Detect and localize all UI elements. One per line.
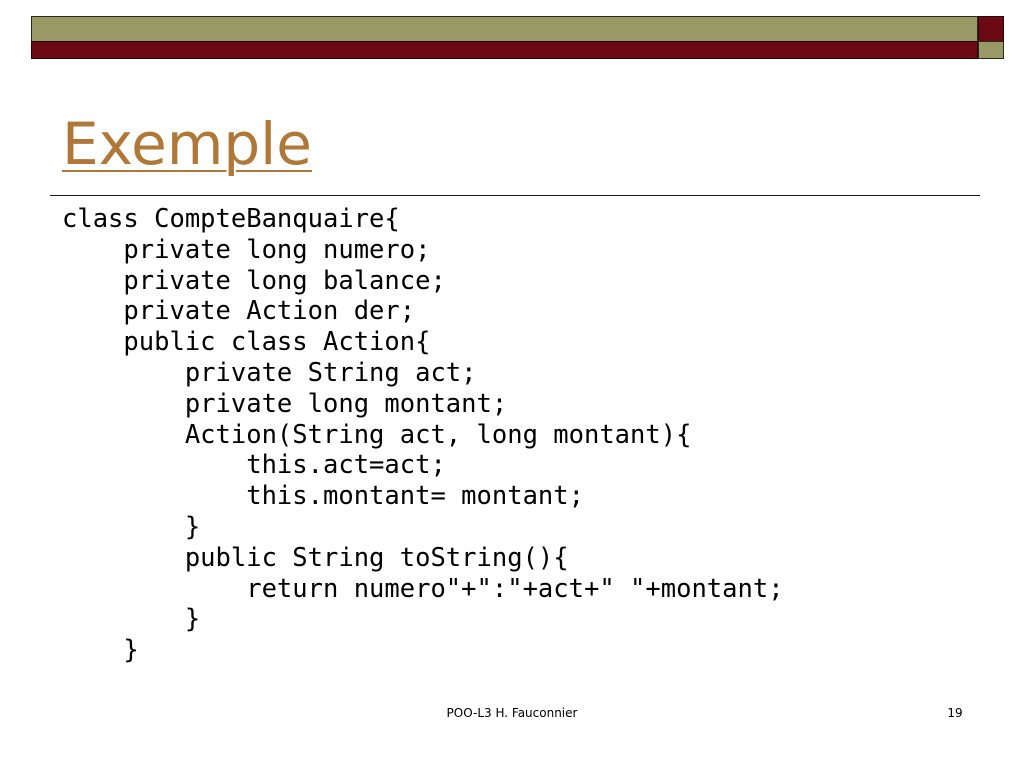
code-line: this.act=act; bbox=[62, 450, 446, 481]
code-line: class CompteBanquaire{ bbox=[62, 204, 400, 234]
footer-author: POO-L3 H. Fauconnier bbox=[446, 706, 578, 720]
code-line: public class Action{ bbox=[62, 327, 431, 358]
code-block bbox=[62, 204, 784, 666]
code-line: return numero"+":"+act+" "+montant; bbox=[62, 573, 784, 604]
code-line: Action(String act, long montant){ bbox=[62, 419, 692, 450]
header-square-olive bbox=[978, 41, 1004, 59]
code-line: } bbox=[62, 635, 139, 666]
code-line: private long montant; bbox=[62, 388, 508, 419]
code-line: } bbox=[62, 604, 201, 635]
code-line: private long balance; bbox=[62, 265, 446, 296]
code-line: } bbox=[62, 511, 201, 542]
title-divider bbox=[50, 195, 980, 196]
slide-title: Exemple bbox=[62, 110, 312, 178]
page-number: 19 bbox=[947, 706, 963, 720]
header-square-maroon bbox=[978, 16, 1004, 42]
header-bar-olive bbox=[31, 16, 978, 42]
code-line: public String toString(){ bbox=[62, 542, 569, 573]
code-line: private long numero; bbox=[62, 234, 431, 265]
code-line: private String act; bbox=[62, 357, 477, 388]
header-bar-maroon bbox=[31, 41, 978, 59]
code-line: private Action der; bbox=[62, 296, 416, 327]
code-line: this.montant= montant; bbox=[62, 481, 584, 512]
